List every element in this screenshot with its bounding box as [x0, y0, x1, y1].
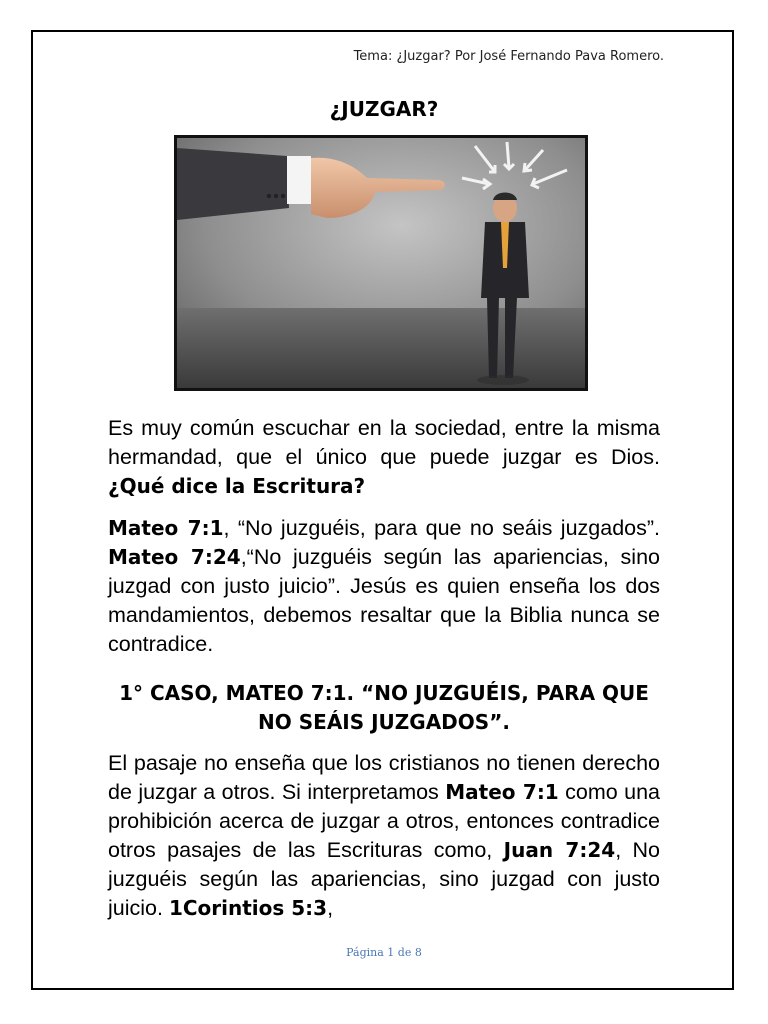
scripture-question: ¿Qué dice la Escritura?	[108, 474, 366, 498]
paragraph-intro	[108, 414, 660, 501]
verse-ref-mateo-7-24: Mateo 7:24	[108, 545, 241, 569]
case-text-4: ,	[327, 896, 334, 920]
document-header: Tema: ¿Juzgar? Por José Fernando Pava Romero.	[353, 49, 664, 64]
pointing-finger-illustration	[177, 138, 585, 388]
case-ref-juan-7-24: Juan 7:24	[503, 838, 616, 862]
paragraph-verses	[108, 514, 660, 659]
case-text-3: , No juzguéis según las apariencias, sino juzgad con justo juicio.	[108, 838, 661, 920]
page-number: Página 1 de 8	[346, 946, 422, 959]
case-text-1: El pasaje no enseña que los cristianos no tienen derecho de juzgar a otros. Si interpretamos	[108, 751, 660, 804]
document-title: ¿JUZGAR?	[329, 97, 439, 121]
illustration-photo	[174, 135, 588, 391]
verse-text-1: , “No juzguéis, para que no seáis juzgados”.	[223, 516, 660, 540]
case-text-2: como una prohibición acerca de juzgar a otros, entonces contradice otros pasajes de las Escrituras como,	[108, 780, 660, 862]
case-ref-mateo-7-1: Mateo 7:1	[445, 780, 559, 804]
verse-text-2: ,“No juzguéis según las apariencias, sino juzgad con justo juicio”. Jesús es quien enseña los dos mandamientos, debemos resaltar que la Biblia nunca se contradice.	[108, 545, 660, 656]
paragraph-intro-text: Es muy común escuchar en la sociedad, entre la misma hermandad, que el único que puede juzgar es Dios.	[108, 416, 660, 469]
verse-ref-mateo-7-1: Mateo 7:1	[108, 516, 224, 540]
section-heading: 1° CASO, MATEO 7:1. “NO JUZGUÉIS, PARA QUE NO SEÁIS JUZGADOS”.	[119, 681, 649, 734]
case-ref-1corintios-5-3: 1Corintios 5:3	[168, 896, 328, 920]
paragraph-case-1	[108, 749, 660, 923]
